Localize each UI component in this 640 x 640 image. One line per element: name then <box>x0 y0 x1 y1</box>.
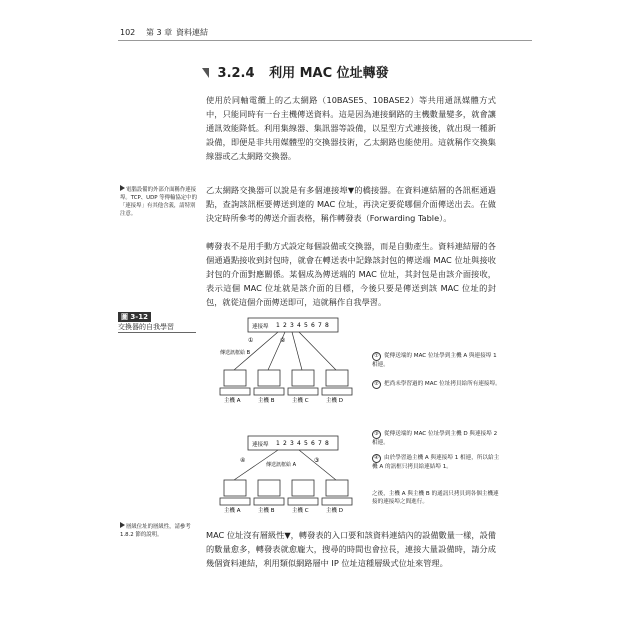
port-3: 3 <box>290 322 294 329</box>
chapter-number: 第 3 章 <box>146 28 173 37</box>
port-1: 1 <box>276 440 280 447</box>
note-triangle-icon <box>120 185 125 191</box>
side-note-text: 電腦設備的外部介面稱作連接埠。TCP、UDP 等傳輸協定中的「連接埠」有其他含義，請特別注意。 <box>120 187 197 217</box>
section-marker-icon <box>202 68 209 78</box>
legend-text: 之後，主機 A 與主機 B 的通訊只拷貝到各個主機連接的連接埠之間進行。 <box>372 491 499 505</box>
hosts-row-bottom <box>220 480 352 514</box>
port-6: 6 <box>311 440 315 447</box>
host-d-label: 主機 D <box>326 398 343 404</box>
port-5: 5 <box>304 440 308 447</box>
host-c-label: 主機 C <box>292 508 309 514</box>
circle-2: ② <box>280 337 286 344</box>
section-title: 利用 MAC 位址轉發 <box>269 66 389 81</box>
side-note-text: 層級位址的層級性，請參考 1.8.2 節的說明。 <box>120 524 191 538</box>
side-note-port <box>120 185 198 218</box>
legend-number: ③ <box>372 430 381 439</box>
monitor-icon <box>292 480 314 496</box>
monitor-icon <box>258 370 280 386</box>
paragraph-2: 乙太網路交換器可以說是有多個連接埠▼的橋接器。在資料連結層的各訊框通過點，查詢該訊框要傳送到達的 MAC 位址，再決定要從哪個介面傳送出去。在做決定時所參考的傳送介面表格，稱作轉發表（Forwarding Table）。 <box>206 185 496 223</box>
port-4: 4 <box>297 322 301 329</box>
switch-learning-diagram <box>206 308 366 522</box>
host-a-label: 主機 A <box>224 398 241 404</box>
port-label-bottom: 連接埠 <box>252 442 269 448</box>
port-2: 2 <box>283 440 287 447</box>
host-d-label: 主機 D <box>326 508 343 514</box>
monitor-icon <box>258 480 280 496</box>
switch-bottom <box>234 436 338 480</box>
figure-number: 圖 3-12 <box>118 312 151 322</box>
switch-top <box>220 318 338 370</box>
book-page <box>118 26 532 612</box>
host-c-label: 主機 C <box>292 398 309 404</box>
host-b-label: 主機 B <box>258 508 275 514</box>
paragraph-1: 使用於同軸電纜上的乙太網路（10BASE5、10BASE2）等共用通訊媒體方式中，只能同時有一台主機傳送資料。這是因為連接網路的主機數量變多，就會讓通訊效能降低。利用集線器、集訊器等設備，以星型方式連接後，就出現一種新設備，即便是非共用媒體型的交換器技術，乙太網路也能使用。這就稱作交換集線器或乙太網路交換器。 <box>206 95 496 161</box>
monitor-icon <box>224 480 246 496</box>
port-6: 6 <box>311 322 315 329</box>
legend-number: ④ <box>372 454 381 463</box>
side-note-hierarchy <box>120 522 198 539</box>
port-label-top: 連接埠 <box>252 324 269 330</box>
monitor-icon <box>224 370 246 386</box>
port-7: 7 <box>318 440 322 447</box>
legend-item-5 <box>372 490 502 506</box>
legend-item-1 <box>372 352 502 369</box>
monitor-icon <box>292 370 314 386</box>
port-2: 2 <box>283 322 287 329</box>
port-1: 1 <box>276 322 280 329</box>
port-5: 5 <box>304 322 308 329</box>
legend-number: ② <box>372 380 381 389</box>
bottom-send-label: 傳送訊框給 A <box>266 462 297 468</box>
hosts-row-top <box>220 370 352 404</box>
legend-number: ① <box>372 352 381 361</box>
section-heading <box>202 64 389 84</box>
host-b-label: 主機 B <box>258 398 275 404</box>
paragraph-3: 轉發表不是用手動方式設定每個設備或交換器，而是自動產生。資料連結層的各個通過點接收到封包時，就會在轉送表中記錄該封包的傳送端 MAC 位址與接收封包的介面對應關係。某個成為傳送端的 MAC 位址，其封包是由該介面接收，表示這個 MAC 位址就是該介面的目標，今後只要是傳送到該 MAC 位址的封包，就從這個介面傳送即可，這就稱作自我學習。 <box>206 241 496 307</box>
legend-item-2 <box>372 380 502 389</box>
circle-1: ① <box>248 337 254 344</box>
port-3: 3 <box>290 440 294 447</box>
note-triangle-icon <box>120 522 125 528</box>
page-number: 102 <box>120 28 136 37</box>
monitor-icon <box>326 370 348 386</box>
legend-text: 從傳送端的 MAC 位址學到主機 D 與連接埠 2 相連。 <box>372 431 498 446</box>
host-a-label: 主機 A <box>224 508 241 514</box>
figure-caption: 交換器的自我學習 <box>118 322 196 333</box>
section-number: 3.2.4 <box>217 66 255 81</box>
top-send-label: 傳送訊框給 B <box>220 350 251 356</box>
legend-item-4 <box>372 454 502 471</box>
figure-label <box>118 312 196 333</box>
legend-text: 把尚未學習過的 MAC 位址拷貝給所有連接埠。 <box>384 381 501 387</box>
circle-4: ④ <box>240 457 246 464</box>
legend-text: 由於學習過主機 A 與連接埠 1 相連，所以給主機 A 的訊框只拷貝給連結埠 1。 <box>372 455 500 470</box>
legend-text: 從傳送端的 MAC 位址學到主機 A 與連接埠 1 相連。 <box>372 353 497 368</box>
port-7: 7 <box>318 322 322 329</box>
port-8: 8 <box>325 440 329 447</box>
port-4: 4 <box>297 440 301 447</box>
chapter-title: 資料連結 <box>176 28 208 37</box>
legend-item-3 <box>372 430 502 447</box>
port-8: 8 <box>325 322 329 329</box>
paragraph-4: MAC 位址沒有層級性▼，轉發表的入口要和該資料連結內的設備數量一樣，設備的數量愈多，轉發表就愈龐大，搜尋的時間也會拉長，連接大量設備時，請分成幾個資料連結，利用類似網路層中 IP 位址這種層級式位址來管理。 <box>206 530 496 568</box>
running-header <box>118 26 532 41</box>
monitor-icon <box>326 480 348 496</box>
circle-3: ③ <box>314 457 320 464</box>
